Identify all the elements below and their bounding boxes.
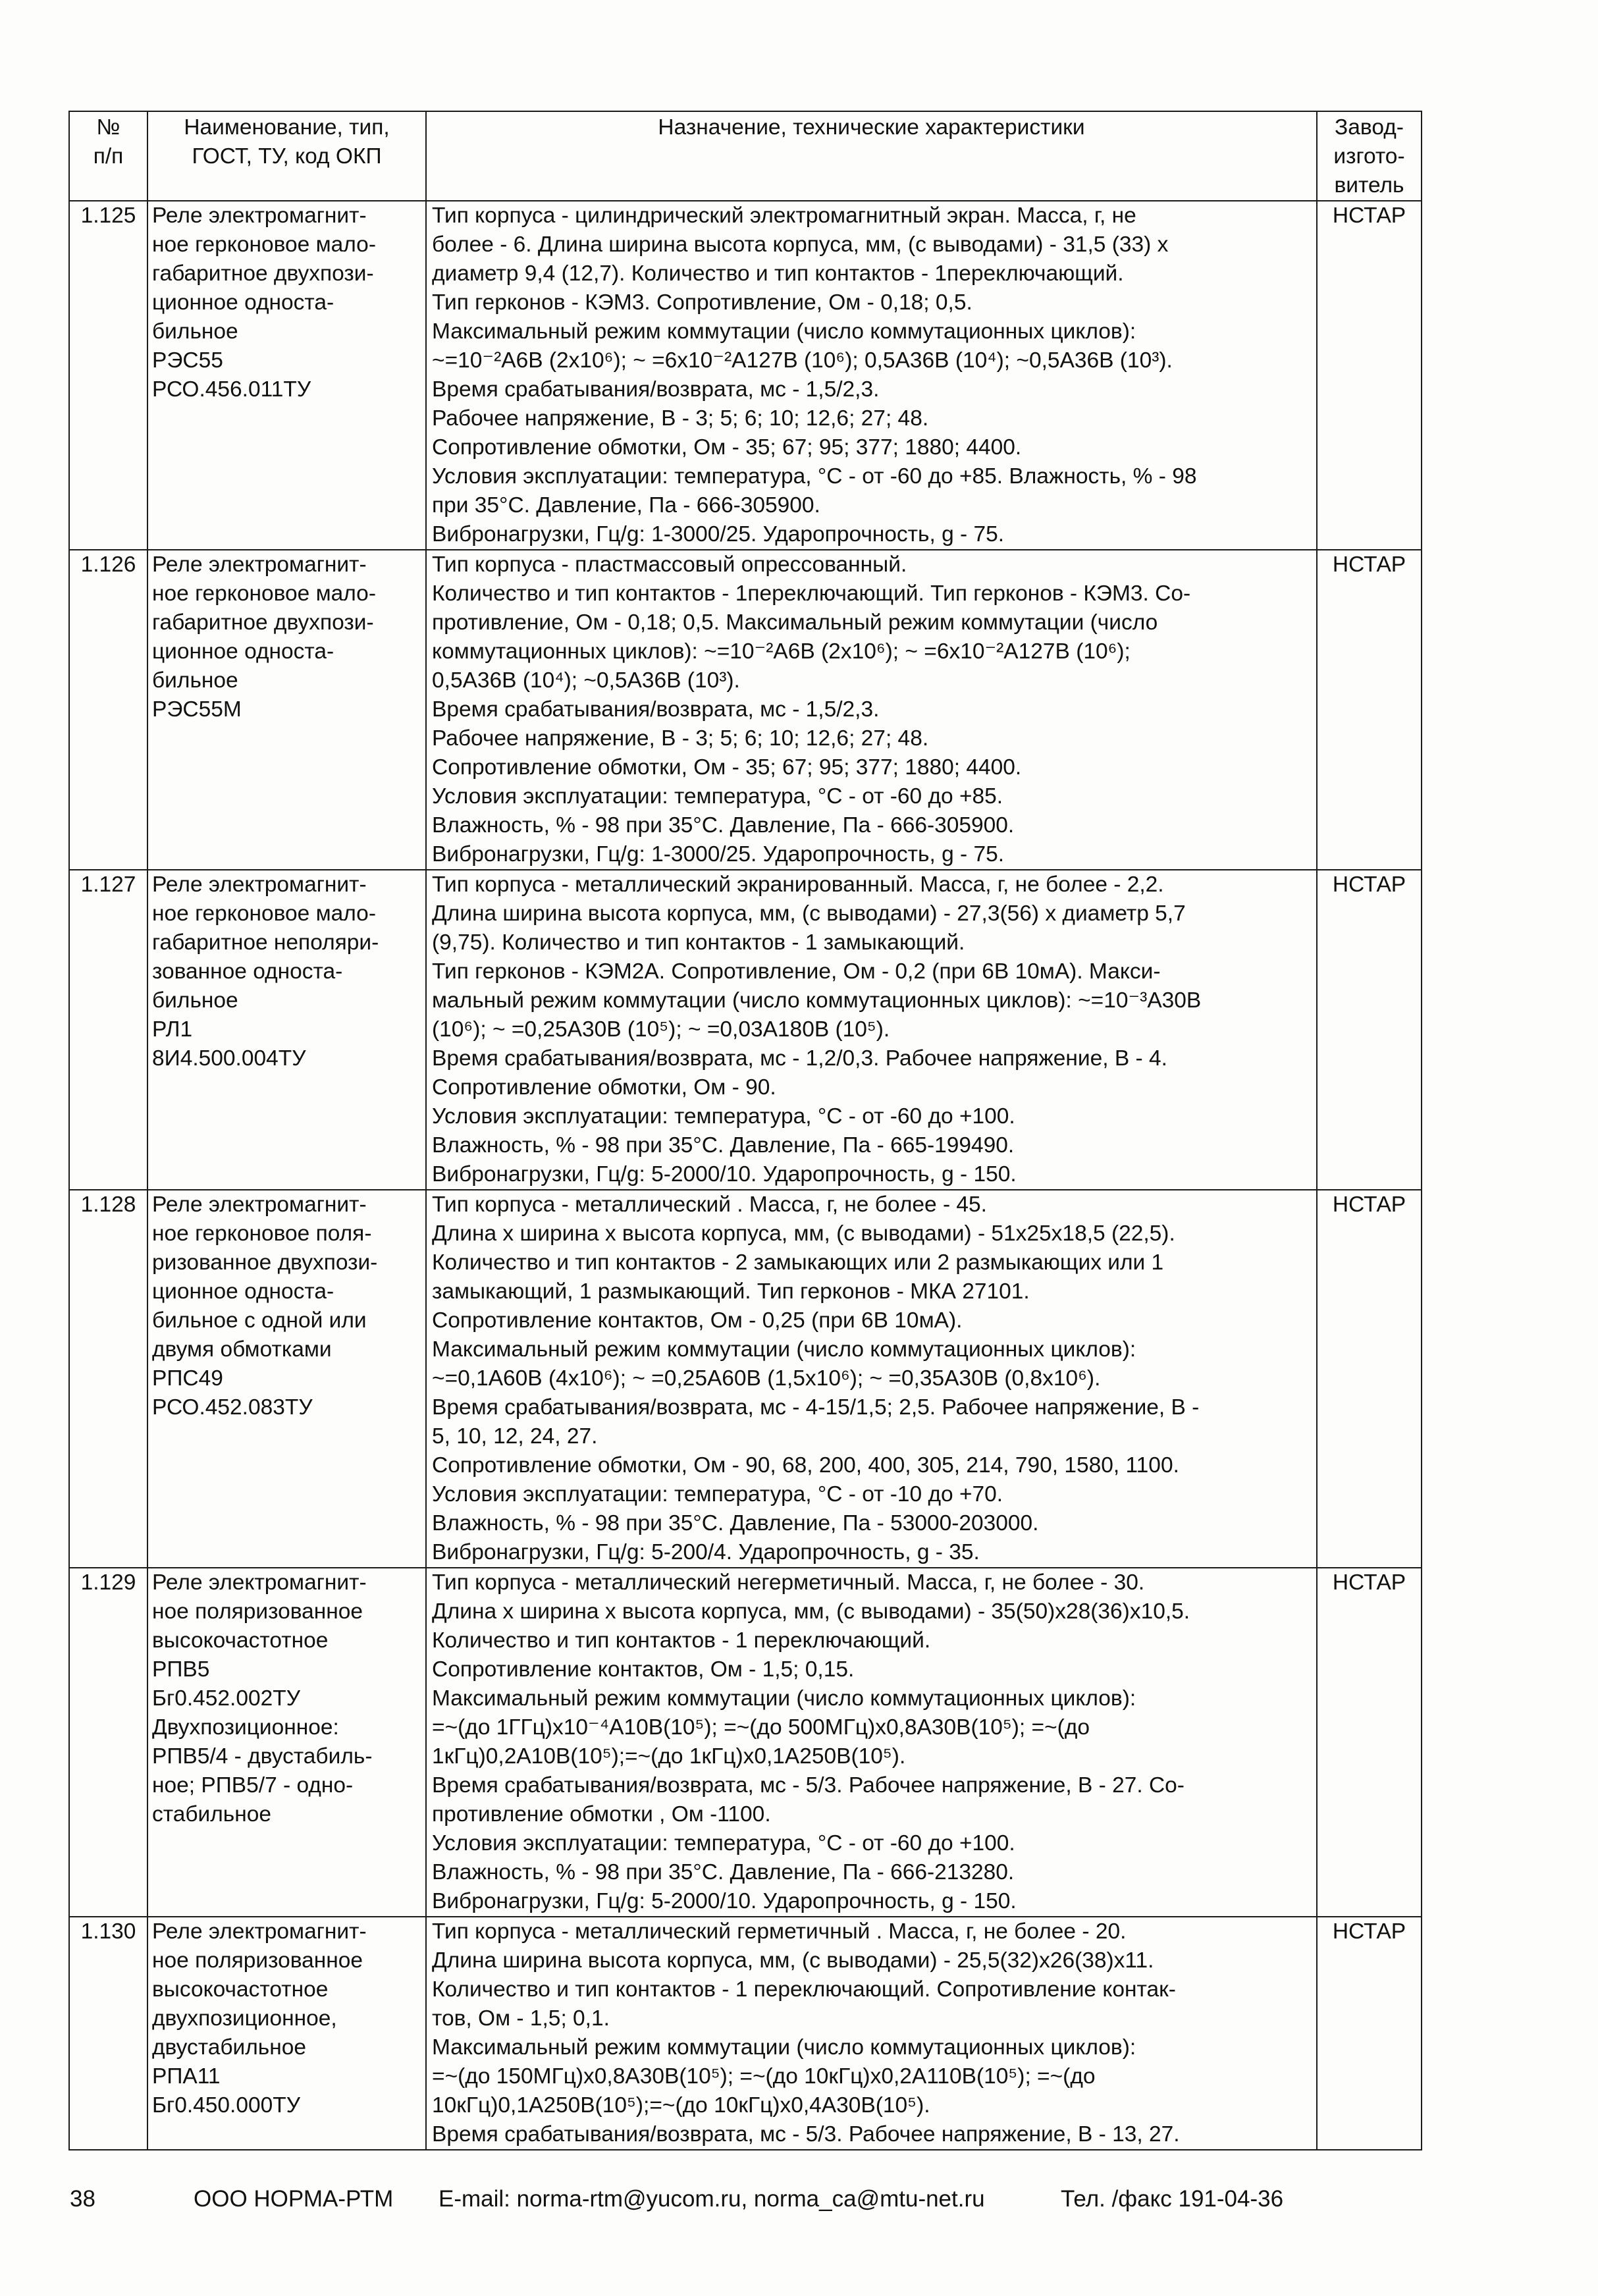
footer-company: ООО НОРМА-РТМ — [194, 2186, 394, 2212]
name-line: ное герконовое поля- — [152, 1221, 372, 1246]
description-line: коммутационных циклов): ~=10⁻²А6В (2х10⁶); ~ =6х10⁻²А127В (10⁶); — [432, 639, 1131, 664]
table-row — [69, 201, 1422, 550]
name-line: Реле электромагнит- — [152, 1570, 367, 1595]
name-line: бильное — [152, 319, 238, 344]
name-line: габаритное двухпози- — [152, 261, 374, 286]
row-number: 1.130 — [69, 1917, 147, 2150]
row-number: 1.127 — [69, 870, 147, 1190]
row-manufacturer: НСТАР — [1317, 550, 1422, 870]
table-row — [69, 1190, 1422, 1568]
description-line: замыкающий, 1 размыкающий. Тип герконов - МКА 27101. — [432, 1279, 1030, 1304]
description-line: Максимальный режим коммутации (число коммутационных циклов): — [432, 1337, 1136, 1362]
description-line: Длина ширина высота корпуса, мм, (с выводами) - 25,5(32)х26(38)х11. — [432, 1948, 1154, 1973]
description-line: Тип корпуса - цилиндрический электромагнитный экран. Масса, г, не — [432, 203, 1136, 228]
name-line: Реле электромагнит- — [152, 1919, 367, 1944]
name-line: РЭС55 — [152, 348, 223, 373]
row-description-cell — [426, 1190, 1317, 1568]
description-line: противление обмотки , Ом -1100. — [432, 1802, 771, 1827]
description-line: Вибронагрузки, Гц/g: 1-3000/25. Удaропрочность, g - 75. — [432, 842, 1005, 867]
row-description-cell — [426, 1568, 1317, 1917]
description-line: тов, Ом - 1,5; 0,1. — [432, 2006, 610, 2031]
description-line: Время срабатывания/возврата, мс - 1,5/2,3. — [432, 697, 880, 722]
name-line: габаритное неполяри- — [152, 930, 379, 955]
row-description-cell — [426, 1917, 1317, 2150]
description-line: ~=10⁻²А6В (2х10⁶); ~ =6х10⁻²А127В (10⁶); 0,5А36В (10⁴); ~0,5А36В (10³). — [432, 348, 1173, 373]
description-line: Время срабатывания/возврата, мс - 5/3. Рабочее напряжение, В - 13, 27. — [432, 2122, 1180, 2147]
description-line: =~(до 150МГц)х0,8А30В(10⁵); =~(до 10кГц)х0,2А110В(10⁵); =~(до — [432, 2064, 1096, 2089]
description-line: Влажность, % - 98 при 35°С. Давление, Па - 53000-203000. — [432, 1511, 1039, 1535]
description-line: 10кГц)0,1А250В(10⁵);=~(до 10кГц)х0,4А30В(10⁵). — [432, 2093, 930, 2118]
name-line: ное; РПВ5/7 - одно- — [152, 1773, 354, 1798]
header-manufacturer: Завод- изгото- витель — [1317, 111, 1422, 201]
description-line: Вибронагрузки, Гц/g: 5-2000/10. Удaропрочность, g - 150. — [432, 1889, 1017, 1913]
name-line: РСО.456.011ТУ — [152, 377, 311, 402]
description-line: Сопротивление обмотки, Ом - 90, 68, 200, 400, 305, 214, 790, 1580, 1100. — [432, 1453, 1179, 1478]
row-manufacturer: НСТАР — [1317, 870, 1422, 1190]
description-line: Влажность, % - 98 при 35°С. Давление, Па - 665-199490. — [432, 1133, 1015, 1158]
description-line: Условия эксплуатации: температура, °С - от -60 до +85. — [432, 784, 1003, 809]
name-line: двухпозиционное, — [152, 2006, 337, 2031]
description-line: Количество и тип контактов - 2 замыкающих или 2 размыкающих или 1 — [432, 1250, 1164, 1275]
table-body — [69, 201, 1422, 2150]
description-line: Тип герконов - КЭМ3. Сопротивление, Ом - 0,18; 0,5. — [432, 290, 972, 315]
description-line: Влажность, % - 98 при 35°С. Давление, Па - 666-213280. — [432, 1860, 1015, 1884]
description-line: 5, 10, 12, 24, 27. — [432, 1424, 598, 1449]
description-line: Сопротивление обмотки, Ом - 35; 67; 95; 377; 1880; 4400. — [432, 755, 1022, 780]
footer-phone: Тел. /факс 191-04-36 — [1061, 2186, 1284, 2212]
description-line: Тип корпуса - металлический негерметичный. Масса, г, не более - 30. — [432, 1570, 1145, 1595]
description-line: Вибронагрузки, Гц/g: 5-2000/10. Удaропрочность, g - 150. — [432, 1162, 1017, 1187]
name-line: Реле электромагнит- — [152, 203, 367, 228]
name-line: бильное — [152, 988, 238, 1013]
name-line: Реле электромагнит- — [152, 1192, 367, 1217]
row-number: 1.125 — [69, 201, 147, 550]
name-line: двумя обмотками — [152, 1337, 332, 1362]
row-number: 1.129 — [69, 1568, 147, 1917]
description-line: Условия эксплуатации: температура, °С - от -60 до +100. — [432, 1104, 1015, 1129]
description-line: ~=0,1А60В (4х10⁶); ~ =0,25А60В (1,5х10⁶); ~ =0,35А30В (0,8х10⁶). — [432, 1366, 1101, 1391]
name-line: Реле электромагнит- — [152, 552, 367, 577]
description-line: Количество и тип контактов - 1переключающий. Тип герконов - КЭМ3. Со- — [432, 581, 1191, 606]
description-line: Количество и тип контактов - 1 переключающий. — [432, 1628, 931, 1653]
row-number: 1.128 — [69, 1190, 147, 1568]
description-line: (10⁶); ~ =0,25А30В (10⁵); ~ =0,03А180В (10⁵). — [432, 1017, 890, 1042]
name-line: 8И4.500.004ТУ — [152, 1046, 306, 1071]
name-line: ное герконовое мало- — [152, 581, 376, 606]
row-number: 1.126 — [69, 550, 147, 870]
name-line: ционное односта- — [152, 290, 334, 315]
name-line: зованное односта- — [152, 959, 343, 984]
name-line: бильное с одной или — [152, 1308, 367, 1333]
name-line: РЛ1 — [152, 1017, 193, 1042]
description-line: Длина ширина высота корпуса, мм, (с выводами) - 27,3(56) х диаметр 5,7 — [432, 901, 1186, 926]
description-line: Вибронагрузки, Гц/g: 1-3000/25. Удaропрочность, g - 75. — [432, 522, 1005, 547]
name-line: РЭС55М — [152, 697, 242, 722]
name-line: высокочастотное — [152, 1977, 329, 2002]
description-line: Время срабатывания/возврата, мс - 1,5/2,3. — [432, 377, 880, 402]
name-line: бильное — [152, 668, 238, 693]
name-line: ционное односта- — [152, 1279, 334, 1304]
page-number: 38 — [70, 2186, 95, 2212]
description-line: Тип корпуса - металлический . Масса, г, не более - 45. — [432, 1192, 987, 1217]
description-line: Время срабатывания/возврата, мс - 5/3. Рабочее напряжение, В - 27. Со- — [432, 1773, 1185, 1798]
row-name-cell — [147, 201, 426, 550]
description-line: диаметр 9,4 (12,7). Количество и тип контактов - 1переключающий. — [432, 261, 1124, 286]
description-line: Сопротивление контактов, Ом - 0,25 (при 6В 10мА). — [432, 1308, 963, 1333]
table-row — [69, 1917, 1422, 2150]
description-line: Вибронагрузки, Гц/g: 5-200/4. Удaропрочность, g - 35. — [432, 1540, 980, 1564]
row-name-cell — [147, 1568, 426, 1917]
description-line: Длина х ширина х высота корпуса, мм, (с выводами) - 35(50)х28(36)х10,5. — [432, 1599, 1190, 1624]
row-manufacturer: НСТАР — [1317, 201, 1422, 550]
description-line: 1кГц)0,2А10В(10⁵);=~(до 1кГц)х0,1А250В(10⁵). — [432, 1744, 906, 1769]
description-line: Время срабатывания/возврата, мс - 1,2/0,3. Рабочее напряжение, В - 4. — [432, 1046, 1167, 1071]
name-line: ное герконовое мало- — [152, 901, 376, 926]
name-line: ционное односта- — [152, 639, 334, 664]
name-line: ное герконовое мало- — [152, 232, 376, 257]
description-line: Рабочее напряжение, В - 3; 5; 6; 10; 12,6; 27; 48. — [432, 726, 929, 751]
description-line: Сопротивление контактов, Ом - 1,5; 0,15. — [432, 1657, 855, 1682]
description-line: Тип корпуса - пластмассовый опрессованный. — [432, 552, 907, 577]
description-line: Максимальный режим коммутации (число коммутационных циклов): — [432, 1686, 1136, 1711]
description-line: Условия эксплуатации: температура, °С - от -60 до +100. — [432, 1831, 1015, 1855]
row-name-cell — [147, 870, 426, 1190]
description-line: Условия эксплуатации: температура, °С - от -60 до +85. Влажность, % - 98 — [432, 464, 1197, 489]
description-line: противление, Ом - 0,18; 0,5. Максимальный режим коммутации (число — [432, 610, 1158, 635]
name-line: двустабильное — [152, 2035, 306, 2060]
description-line: при 35°С. Давление, Па - 666-305900. — [432, 493, 820, 518]
name-line: ное поляризованное — [152, 1948, 363, 1973]
header-description: Назначение, технические характеристики — [426, 111, 1317, 201]
name-line: высокочастотное — [152, 1628, 329, 1653]
row-name-cell — [147, 1190, 426, 1568]
description-line: Сопротивление обмотки, Ом - 90. — [432, 1075, 776, 1100]
table-row — [69, 1568, 1422, 1917]
name-line: РПС49 — [152, 1366, 223, 1391]
description-line: Длина х ширина х высота корпуса, мм, (с выводами) - 51х25х18,5 (22,5). — [432, 1221, 1175, 1246]
name-line: ное поляризованное — [152, 1599, 363, 1624]
description-line: Количество и тип контактов - 1 переключающий. Сопротивление контак- — [432, 1977, 1176, 2002]
row-name-cell — [147, 1917, 426, 2150]
row-manufacturer: НСТАР — [1317, 1568, 1422, 1917]
table-header-row — [69, 111, 1422, 201]
name-line: габаритное двухпози- — [152, 610, 374, 635]
name-line: Бг0.452.002ТУ — [152, 1686, 300, 1711]
description-line: 0,5А36В (10⁴); ~0,5А36В (10³). — [432, 668, 740, 693]
description-line: Тип корпуса - металлический герметичный . Масса, г, не более - 20. — [432, 1919, 1127, 1944]
row-manufacturer: НСТАР — [1317, 1190, 1422, 1568]
row-description-cell — [426, 870, 1317, 1190]
row-name-cell — [147, 550, 426, 870]
description-line: Время срабатывания/возврата, мс - 4-15/1,5; 2,5. Рабочее напряжение, В - — [432, 1395, 1200, 1420]
name-line: Двухпозиционное: — [152, 1715, 339, 1740]
row-manufacturer: НСТАР — [1317, 1917, 1422, 2150]
description-line: (9,75). Количество и тип контактов - 1 замыкающий. — [432, 930, 965, 955]
table-row — [69, 870, 1422, 1190]
name-line: РСО.452.083ТУ — [152, 1395, 313, 1420]
row-description-cell — [426, 201, 1317, 550]
description-line: Тип герконов - КЭМ2А. Сопротивление, Ом - 0,2 (при 6В 10мА). Макси- — [432, 959, 1161, 984]
relay-spec-table — [68, 111, 1422, 2150]
name-line: РПВ5/4 - двустабиль- — [152, 1744, 373, 1769]
name-line: РПВ5 — [152, 1657, 210, 1682]
header-num: № п/п — [69, 111, 147, 201]
name-line: РПА11 — [152, 2064, 221, 2089]
description-line: более - 6. Длина ширина высота корпуса, мм, (с выводами) - 31,5 (33) х — [432, 232, 1169, 257]
description-line: Сопротивление обмотки, Ом - 35; 67; 95; 377; 1880; 4400. — [432, 435, 1022, 460]
name-line: стабильное — [152, 1802, 272, 1827]
table-row — [69, 550, 1422, 870]
description-line: =~(до 1ГГц)х10⁻⁴А10В(10⁵); =~(до 500МГц)х0,8А30В(10⁵); =~(до — [432, 1715, 1090, 1740]
footer-email: E-mail: norma-rtm@yucom.ru, norma_ca@mtu-net.ru — [439, 2186, 985, 2212]
name-line: Бг0.450.000ТУ — [152, 2093, 300, 2118]
description-line: Максимальный режим коммутации (число коммутационных циклов): — [432, 2035, 1136, 2060]
name-line: Реле электромагнит- — [152, 872, 367, 897]
row-description-cell — [426, 550, 1317, 870]
description-line: Рабочее напряжение, В - 3; 5; 6; 10; 12,6; 27; 48. — [432, 406, 929, 431]
name-line: ризованное двухпози- — [152, 1250, 378, 1275]
description-line: Тип корпуса - металлический экранированный. Масса, г, не более - 2,2. — [432, 872, 1164, 897]
description-line: мальный режим коммутации (число коммутационных циклов): ~=10⁻³А30В — [432, 988, 1202, 1013]
description-line: Максимальный режим коммутации (число коммутационных циклов): — [432, 319, 1136, 344]
description-line: Влажность, % - 98 при 35°С. Давление, Па - 666-305900. — [432, 813, 1015, 838]
header-name: Наименование, тип, ГОСТ, ТУ, код ОКП — [147, 111, 426, 201]
description-line: Условия эксплуатации: температура, °С - от -10 до +70. — [432, 1482, 1003, 1507]
